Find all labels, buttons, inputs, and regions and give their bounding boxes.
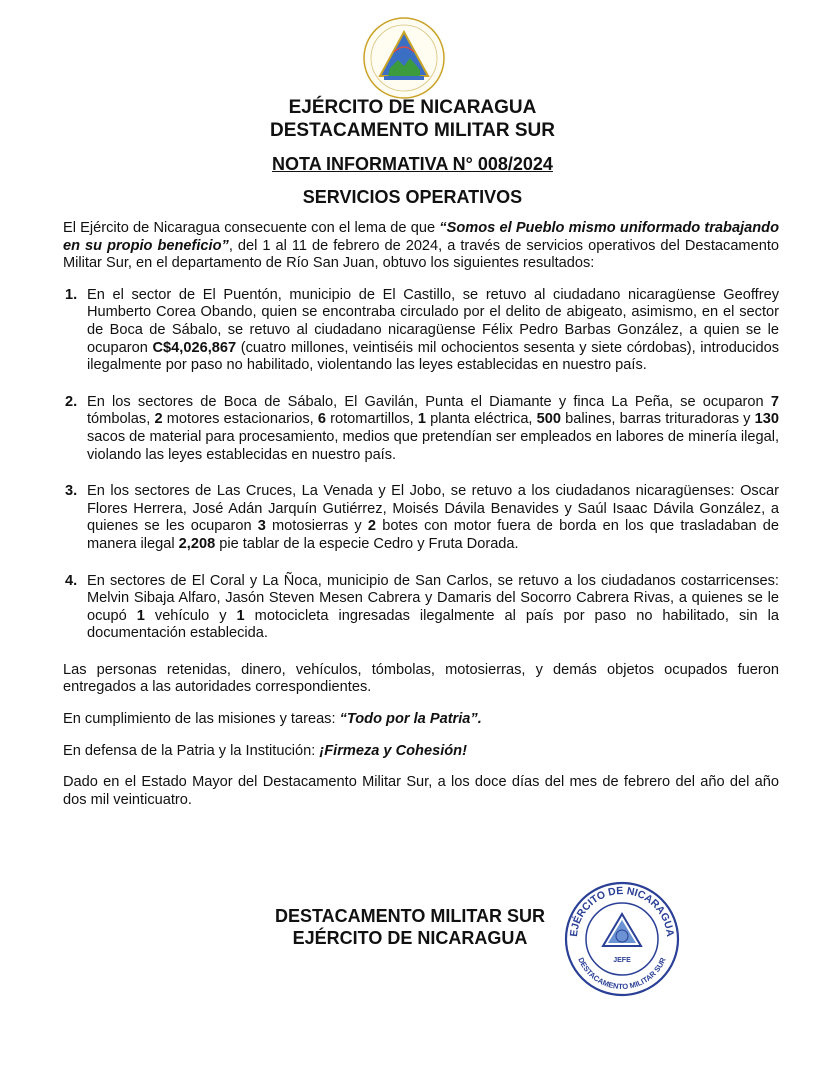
list-item: 3. En los sectores de Las Cruces, La Venada y El Jobo, se retuvo a los ciudadanos nicaragüenses: Oscar Flores Herrera, José Adán Jarquín Gutiérrez, Moisés Dávila Benavides y Saúl Isaac Dávila González, a quienes se les ocuparon 3 motosierras y 2 botes con motor fuera de borda en los que trasladaban de manera ilegal 2,208 pie tablar de la especie Cedro y Fruta Dorada. <box>65 483 779 552</box>
official-seal-stamp <box>563 880 681 998</box>
list-item: 1. En el sector de El Puentón, municipio de El Castillo, se retuvo al ciudadano nicaragüense Geoffrey Humberto Corea Obando, quien se encontraba circulado por el delito de abigeato, asimismo, en el sector de Boca de Sábalo, se retuvo al ciudadano nicaragüense Félix Pedro Barbas González, a quien se le ocuparon C$4,026,867 (cuatro millones, veintiséis mil ochocientos sesenta y siete córdobas), introducidos ilegalmente por paso no habilitado, violentando las leyes establecidas en nuestro país. <box>65 286 779 374</box>
signature-line-army: EJÉRCITO DE NICARAGUA <box>292 928 528 948</box>
header-line-army: EJÉRCITO DE NICARAGUA <box>288 97 537 118</box>
seal-bottom-text: DESTACAMENTO MILITAR SUR <box>576 956 668 992</box>
mission-motto: “Todo por la Patria”. <box>339 711 482 728</box>
defense-motto: ¡Firmeza y Cohesión! <box>319 742 467 759</box>
header-line-detachment: DESTACAMENTO MILITAR SUR <box>270 120 555 141</box>
seal-top-text: EJÉRCITO DE NICARAGUA <box>567 884 677 938</box>
document-body <box>63 220 779 823</box>
signature-line-detachment: DESTACAMENTO MILITAR SUR <box>275 906 545 926</box>
seal-center-text: JEFE <box>613 957 631 964</box>
list-item: 4. En sectores de El Coral y La Ñoca, municipio de San Carlos, se retuvo a los ciudadanos costarricenses: Melvin Sibaja Alfaro, Jasón Steven Mesen Cabrera y Damaris del Socorro Cabrera Rivas, a quienes se le ocupó 1 vehículo y 1 motocicleta ingresadas ilegalmente al país por paso no habilitado, sin la documentación establecida. <box>65 572 779 642</box>
note-title: NOTA INFORMATIVA N° 008/2024 <box>272 154 553 174</box>
section-subtitle: SERVICIOS OPERATIVOS <box>302 187 523 207</box>
item-number: 1. <box>65 286 78 303</box>
army-motto: “Somos el Pueblo mismo uniformado trabajando en su propio beneficio” <box>63 220 779 254</box>
signature-block <box>250 905 570 949</box>
item-number: 3. <box>65 483 78 500</box>
dated-paragraph: Dado en el Estado Mayor del Destacamento Militar Sur, a los doce días del mes de febrero del año del año dos mil veinticuatro. <box>63 774 779 808</box>
list-item: 2. En los sectores de Boca de Sábalo, El Gavilán, Punta el Diamante y finca La Peña, se ocuparon 7 tómbolas, 2 motores estacionarios, 6 rotomartillos, 1 planta eléctrica, 500 balines, barras trituradoras y 130 sacos de material para procesamiento, medios que pretendían ser empleados en labores de minería ilegal, violando las leyes establecidas en nuestro país. <box>65 393 780 463</box>
defense-paragraph: En defensa de la Patria y la Institución: ¡Firmeza y Cohesión! <box>63 742 467 759</box>
mission-paragraph: En cumplimiento de las misiones y tareas: “Todo por la Patria”. <box>63 711 482 728</box>
item-number: 2. <box>65 393 78 410</box>
institution-header <box>0 96 825 142</box>
intro-paragraph: El Ejército de Nicaragua consecuente con el lema de que “Somos el Pueblo mismo uniformado trabajando en su propio beneficio”, del 1 al 11 de febrero de 2024, a través de servicios operativos del Destacamento Militar Sur, en el departamento de Río San Juan, obtuvo los siguientes resultados: <box>63 220 779 272</box>
handover-paragraph: Las personas retenidas, dinero, vehículos, tómbolas, motosierras, y demás objetos ocupados fueron entregados a las autoridades correspondientes. <box>63 661 779 696</box>
item-number: 4. <box>65 572 78 589</box>
coat-of-arms-logo <box>362 16 446 100</box>
